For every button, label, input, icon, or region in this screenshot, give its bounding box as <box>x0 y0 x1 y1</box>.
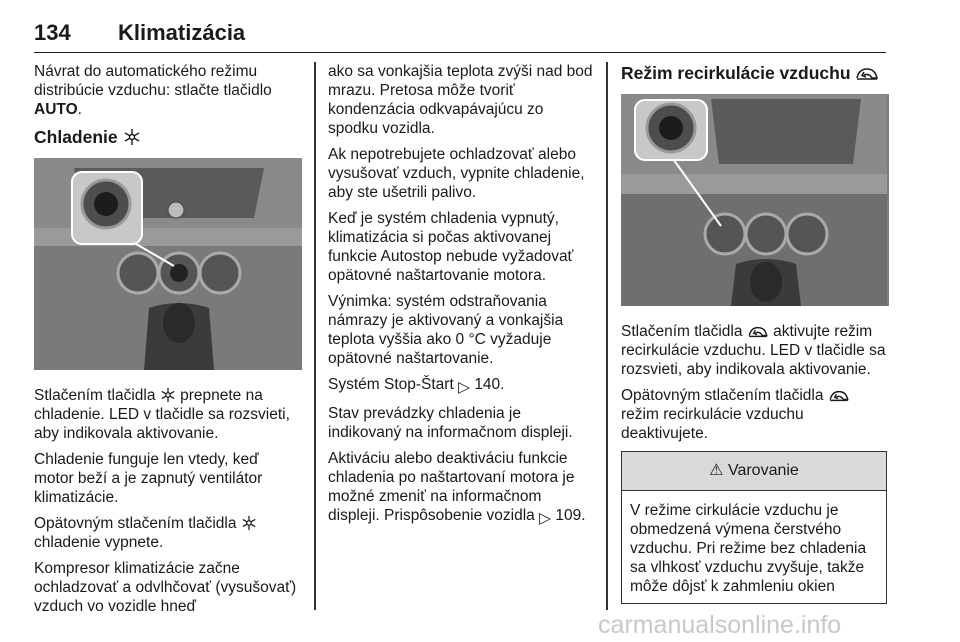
compressor-paragraph: Kompresor klimatizácie začne ochladzovať a odvlhčovať (vysušovať) vzduch vo vozidle hneď <box>34 560 297 615</box>
page-link[interactable]: 109. <box>555 507 586 524</box>
save-fuel-paragraph: Ak nepotrebujete ochladzovať alebo vysušovať vzduch, vypnite chladenie, aby ste ušetrili palivo. <box>328 146 585 201</box>
chapter-title: Klimatizácia <box>118 20 246 45</box>
watermark: carmanualsonline.info <box>598 611 842 639</box>
cooling-condition-paragraph: Chladenie funguje len vtedy, keď motor beží a je zapnutý ventilátor klimatizácie. <box>34 451 263 506</box>
cooling-deactivate-paragraph: Opätovným stlačením tlačidla chladenie vypnete. <box>34 514 302 552</box>
autostop-paragraph: Keď je systém chladenia vypnutý, klimatizácia si počas aktivovanej funkcie Autostop nebude vyžadovať opätovné naštartovanie motora. <box>328 210 574 284</box>
condensation-paragraph: ako sa vonkajšia teplota zvýši nad bod mrazu. Pretosa môže tvoriť kondenzácia odkvapávajúcu zo spodku vozidla. <box>328 63 593 137</box>
warning-text: V režime cirkulácie vzduchu je obmedzená výmena čerstvého vzduchu. Pri režime bez chladenia sa vlhkosť vzduchu zvyšuje, takže môže dôjsť k zahmleniu okien <box>630 502 867 595</box>
page-number: 134 <box>34 20 71 45</box>
column-right <box>621 62 887 604</box>
reference-arrow-icon: ▷ <box>539 510 552 527</box>
exception-paragraph: Výnimka: systém odstraňovania námrazy je aktivovaný a vonkajšia teplota vyššia ako 0 °C vyžaduje opätovné naštartovanie. <box>328 293 564 367</box>
column-left <box>34 62 302 623</box>
cooling-button-photo <box>34 158 302 370</box>
stop-start-reference: Systém Stop-Štart ▷ 140. <box>328 376 505 396</box>
page-header <box>34 16 886 53</box>
cooling-heading: Chladenie <box>34 126 302 148</box>
warning-body <box>622 491 886 596</box>
recirculation-activate-paragraph: Stlačením tlačidla aktivujte režim recirkulácie vzduchu. LED v tlačidle sa rozsvieti, aby indikovala aktivovanie. <box>621 323 886 378</box>
snowflake-icon <box>123 128 141 146</box>
recirculation-icon <box>828 389 850 403</box>
warning-triangle-icon: ⚠ <box>709 462 724 479</box>
recirculation-button-photo <box>621 94 889 306</box>
column-divider <box>314 62 316 610</box>
recirculation-icon <box>855 66 879 82</box>
warning-header <box>622 452 886 491</box>
personalization-paragraph: Aktiváciu alebo deaktiváciu funkcie chladenia po naštartovaní motora je možné zmeniť na informačnom displeji. Prispôsobenie vozidla ▷ 109. <box>328 450 586 527</box>
page-link[interactable]: 140. <box>474 376 505 393</box>
status-paragraph: Stav prevádzky chladenia je indikovaný na informačnom displeji. <box>328 405 573 441</box>
auto-button-label: AUTO <box>34 101 78 118</box>
column-middle <box>328 62 594 535</box>
reference-arrow-icon: ▷ <box>458 379 470 396</box>
snowflake-icon <box>241 515 257 531</box>
warning-box <box>621 451 887 604</box>
recirculation-icon <box>747 325 769 339</box>
column-divider <box>606 62 608 610</box>
recirculation-deactivate-paragraph: Opätovným stlačením tlačidla režim recirkulácie vzduchu deaktivujete. <box>621 386 887 443</box>
recirculation-heading: Režim recirkulácie vzduchu <box>621 62 887 84</box>
snowflake-icon <box>160 387 176 403</box>
cooling-activate-paragraph: Stlačením tlačidla prepnete na chladenie. LED v tlačidle sa rozsvieti, aby indikovala aktivovanie. <box>34 387 290 442</box>
warning-title: Varovanie <box>727 462 799 479</box>
intro-paragraph: Návrat do automatického režimu distribúcie vzduchu: stlačte tlačidlo AUTO. <box>34 63 272 118</box>
